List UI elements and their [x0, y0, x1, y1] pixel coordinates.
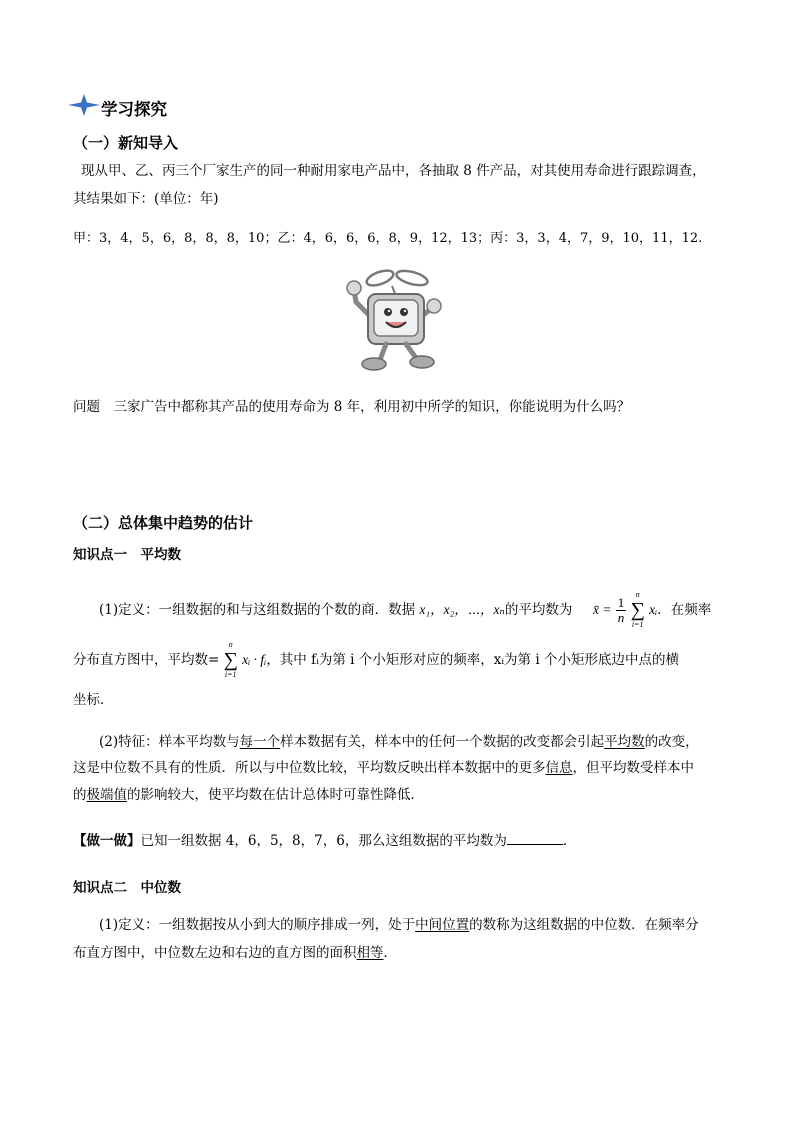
- kp1-definition-line-3: 坐标．: [73, 692, 114, 708]
- try-it-line: 【做一做】已知一组数据 4，6，5，8，7，6，那么这组数据的平均数为 ．: [73, 830, 576, 851]
- kp1-feature-line-2: 这是中位数不具有的性质．所以与中位数比较，平均数反映出样本数据中的更多信息，但平均数受样本中: [73, 760, 694, 776]
- kp1-def-text-a: (1)定义：一组数据的和与这组数据的个数的商．数据: [99, 602, 420, 618]
- mean-symbol: x̄ =: [593, 602, 612, 617]
- kp1-def-text-b: 的平均数为: [504, 602, 573, 618]
- kp1-definition-line-1: [99, 590, 711, 630]
- underline-mean: 平均数: [604, 734, 645, 750]
- kp2-definition-line-2: 布直方图中，中位数左边和右边的直方图的面积相等．: [73, 945, 397, 961]
- kp1-def-line2-b: ，其中 fᵢ为第 i 个小矩形对应的频率，xᵢ为第 i 个小矩形底边中点的横: [266, 652, 679, 668]
- kp1-def-text-c: ．在频率: [657, 602, 712, 618]
- kp1-feature-line-3: 的极端值的影响较大，使平均数在估计总体时可靠性降低．: [73, 787, 424, 803]
- underline-equal: 相等: [356, 945, 384, 961]
- kp1-definition-line-2: [73, 640, 679, 680]
- sum-symbol: n ∑ i=1: [630, 590, 645, 629]
- kp2-title: 知识点二 中位数: [73, 880, 181, 896]
- kp1-title: 知识点一 平均数: [73, 547, 181, 563]
- intro-line-1: 现从甲、乙、丙三个厂家生产的同一种耐用家电产品中，各抽取 8 件产品，对其使用寿命进行跟踪调查，: [81, 163, 706, 179]
- kp1-feature-line-1: (2)特征：样本平均数与每一个样本数据有关，样本中的任何一个数据的改变都会引起平均数的改变，: [99, 734, 699, 750]
- sum-symbol-2: n ∑ i=1: [223, 640, 238, 679]
- underline-every-one: 每一个: [239, 734, 281, 750]
- part2-heading: （二）总体集中趋势的估计: [73, 514, 254, 532]
- question-text: 问题 三家广告中都称其产品的使用寿命为 8 年，利用初中所学的知识，你能说明为什么吗？: [73, 399, 631, 415]
- xi-term: xᵢ: [649, 602, 658, 617]
- kp2-definition-line-1: (1)定义：一组数据按从小到大的顺序排成一列，处于中间位置的数称为这组数据的中位数．在频率分: [99, 917, 699, 933]
- mean-fraction: $\frac{1}{n}$: [617, 594, 625, 625]
- underline-middle-position: 中间位置: [415, 917, 470, 933]
- intro-line-2: 其结果如下：(单位：年): [73, 191, 219, 207]
- kp1-def-vars: x₁，x₂，⋯，xₙ: [419, 602, 505, 617]
- kp1-def-line2-a: 分布直方图中，平均数=: [73, 652, 220, 668]
- xi-fi-term: xᵢ · fᵢ: [242, 652, 267, 667]
- tv-mascot-illustration: [340, 264, 445, 374]
- try-it-label: 【做一做】: [73, 833, 141, 849]
- underline-information: 信息: [545, 760, 573, 776]
- part1-heading: （一）新知导入: [73, 134, 179, 152]
- data-line: 甲：3，4，5，6，8，8，8，10；乙：4，6，6，6，8，9，12，13；丙：3，3，4，7，9，10，11，12.: [73, 231, 703, 246]
- star-icon: [68, 94, 100, 116]
- section-title: 学习探究: [101, 100, 167, 119]
- answer-blank[interactable]: [507, 830, 563, 845]
- underline-extreme-value: 极端值: [86, 787, 127, 803]
